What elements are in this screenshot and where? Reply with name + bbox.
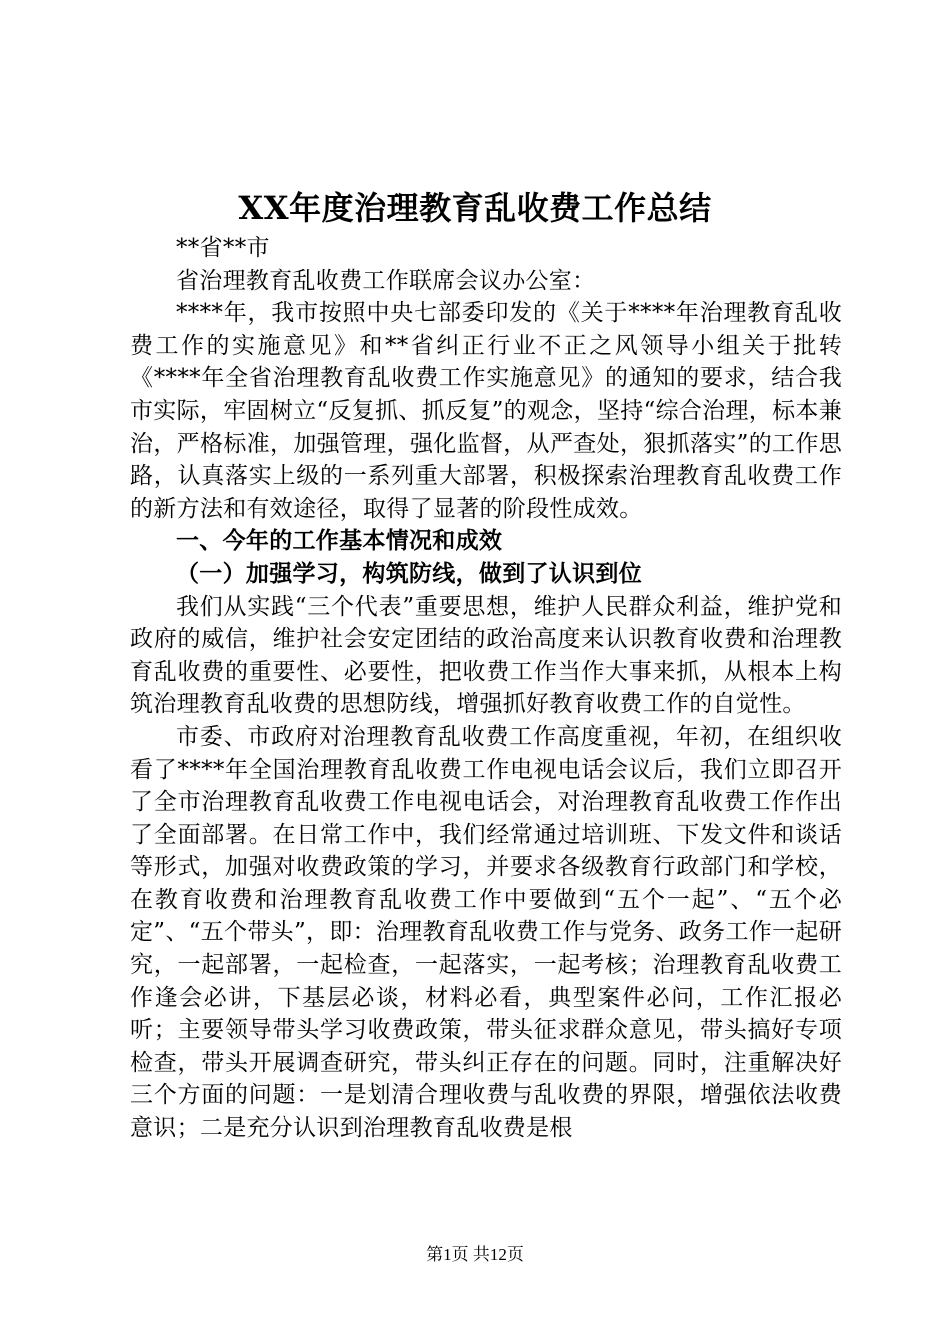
paragraph-intro: ****年，我市按照中央七部委印发的《关于****年治理教育乱收费工作的实施意见》和**省纠正行业不正之风领导小组关于批转《****年全省治理教育乱收费工作实施意见》的通知的要求，结合我市实际，牢固树立“反复抓、抓反复”的观念，坚持“综合治理，标本兼治，严格标准，加强管理，强化监督，从严查处，狠抓落实”的工作思路，认真落实上级的一系列重大部署，积极探索治理教育乱收费工作的新方法和有效途径，取得了显著的阶段性成效。 <box>130 300 842 522</box>
paragraph-location: **省**市 <box>176 235 270 261</box>
paragraph-recipient: 省治理教育乱收费工作联席会议办公室： <box>176 267 596 294</box>
document-body <box>130 232 842 1145</box>
paragraph-body: 我们从实践“三个代表”重要思想，维护人民群众利益，维护党和政府的威信，维护社会安定团结的政治高度来认识教育收费和治理教育乱收费的重要性、必要性，把收费工作当作大事来抓，从根本上构筑治理教育乱收费的思想防线，增强抓好教育收费工作的自觉性。 <box>130 593 842 718</box>
document-title: XX年度治理教育乱收费工作总结 <box>238 189 712 227</box>
page-number: 第1页 共12页 <box>426 1245 524 1264</box>
subsection-heading: （一）加强学习，构筑防线，做到了认识到位 <box>176 559 642 587</box>
section-heading: 一、今年的工作基本情况和成效 <box>176 527 503 555</box>
paragraph-body: 市委、市政府对治理教育乱收费工作高度重视，年初，在组织收看了****年全国治理教育乱收费工作电视电话会议后，我们立即召开了全市治理教育乱收费工作电视电话会，对治理教育乱收费工作作出了全面部署。在日常工作中，我们经常通过培训班、下发文件和谈话等形式，加强对收费政策的学习，并要求各级教育行政部门和学校，在教育收费和治理教育乱收费工作中要做到“五个一起”、“五个必定”、“五个带头”，即：治理教育乱收费工作与党务、政务工作一起研究，一起部署，一起检查，一起落实，一起考核；治理教育乱收费工作逢会必讲，下基层必谈，材料必看，典型案件必问，工作汇报必听；主要领导带头学习收费政策，带头征求群众意见，带头搞好专项检查，带头开展调查研究，带头纠正存在的问题。同时，注重解决好三个方面的问题：一是划清合理收费与乱收费的界限，增强依法收费意识；二是充分认识到治理教育乱收费是根 <box>130 723 842 1142</box>
